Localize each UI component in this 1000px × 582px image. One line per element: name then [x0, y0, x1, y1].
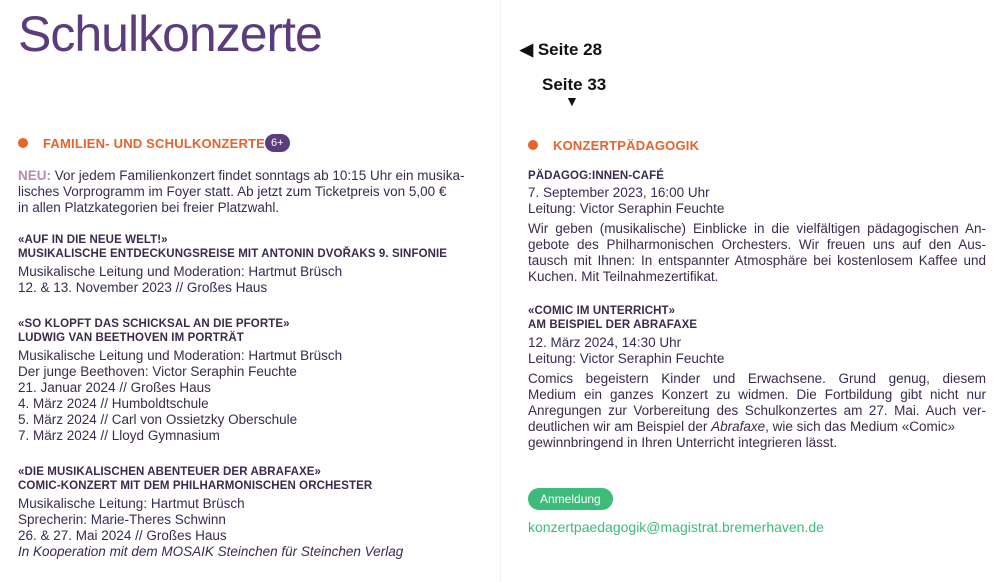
bullet-icon [18, 138, 28, 148]
event-line: 5. März 2024 // Carl von Ossietzky Oberschule [18, 412, 298, 427]
intro-line: lisches Vorprogramm im Foyer statt. Ab jetzt zum Ticketpreis von 5,00 € [18, 184, 447, 199]
register-button[interactable]: Anmeldung [528, 488, 613, 510]
event-line: Musikalische Leitung und Moderation: Hartmut Brüsch [18, 348, 343, 363]
event-line: Musikalische Leitung und Moderation: Hartmut Brüsch [18, 264, 343, 279]
event-comic [528, 305, 986, 451]
event-subtitle: AM BEISPIEL DER ABRAFAXE [528, 319, 698, 331]
event-desc-line: Wir geben (musikalische) Einblicke in die vielfältigen pädagogischen An- [528, 221, 986, 236]
event-subtitle: LUDWIG VAN BEETHOVEN IM PORTRÄT [18, 332, 244, 344]
event-eyebrow: «SO KLOPFT DAS SCHICKSAL AN DIE PFORTE» [18, 318, 290, 330]
section-title-left: FAMILIEN- UND SCHULKONZERTE [43, 136, 266, 151]
intro-line: in allen Platzkategorien bei freier Platzwahl. [18, 200, 280, 215]
event-line: 7. März 2024 // Lloyd Gymnasium [18, 428, 220, 443]
prev-page-label: Seite 28 [537, 40, 603, 59]
event-line: Der junge Beethoven: Victor Seraphin Feuchte [18, 364, 297, 379]
arrow-left-icon: ◀ [520, 40, 534, 59]
event-abrafaxe [18, 466, 484, 560]
event-subtitle: MUSIKALISCHE ENTDECKUNGSREISE MIT ANTONIN DVOŘAKS 9. SINFONIE [18, 248, 448, 260]
event-desc-line: Medium ein ganzes Konzert zu widmen. Die Fortbildung gibt nicht nur [528, 387, 986, 402]
intro-text [18, 168, 484, 216]
next-page-link[interactable] [542, 75, 606, 95]
event-eyebrow: «AUF IN DIE NEUE WELT!» [18, 234, 168, 246]
event-eyebrow: «DIE MUSIKALISCHEN ABENTEUER DER ABRAFAXE» [18, 466, 322, 478]
bullet-icon [528, 140, 538, 150]
event-desc-part: deutlichen wir am Beispiel der Abrafaxe, wie sich das Medium «Comic» [528, 419, 955, 434]
event-line: 26. & 27. Mai 2024 // Großes Haus [18, 528, 227, 543]
page-title: Schulkonzerte [18, 6, 322, 62]
age-badge: 6+ [265, 134, 290, 152]
intro-line: Vor jedem Familienkonzert findet sonntags ab 10:15 Uhr ein musika- [54, 168, 465, 183]
section-title-right: KONZERTPÄDAGOGIK [553, 138, 700, 153]
event-eyebrow: «COMIC IM UNTERRICHT» [528, 305, 676, 317]
neu-label: NEU: [18, 168, 51, 183]
event-line: Musikalische Leitung: Hartmut Brüsch [18, 496, 245, 511]
event-line: 12. & 13. November 2023 // Großes Haus [18, 280, 268, 295]
event-line: 21. Januar 2024 // Großes Haus [18, 380, 211, 395]
prev-page-link[interactable] [520, 40, 602, 60]
email-link[interactable]: konzertpaedagogik@magistrat.bremerhaven.de [528, 519, 824, 535]
event-desc-line: Anregungen zur Vorbereitung des Schulkonzertes am 27. Mai. Auch ver- [528, 403, 986, 418]
event-subtitle: COMIC-KONZERT MIT DEM PHILHARMONISCHEN ORCHESTER [18, 480, 373, 492]
event-desc-line: Comics begeistern Kinder und Erwachsene. Grund genug, diesem [528, 371, 986, 386]
event-desc-line: gewinnbringend in Ihren Unterricht integrieren lässt. [528, 435, 838, 450]
event-desc-line: gebote des Philharmonischen Orchesters. Wir freuen uns auf den Aus- [528, 237, 986, 252]
event-line: Leitung: Victor Seraphin Feuchte [528, 351, 725, 366]
abrafaxe-italic: Abrafaxe [711, 419, 766, 434]
event-paedagogen-cafe [528, 170, 986, 285]
event-line: Sprecherin: Marie-Theres Schwinn [18, 512, 226, 527]
event-line: 4. März 2024 // Humboldtschule [18, 396, 209, 411]
event-desc-line [528, 419, 986, 435]
event-dvorak [18, 234, 484, 296]
event-line: 7. September 2023, 16:00 Uhr [528, 185, 710, 200]
event-desc-line: tausch mit Ihnen: In entspannter Atmosphäre bei kostenlosem Kaffee und [528, 253, 986, 268]
event-beethoven [18, 318, 484, 444]
event-line: 12. März 2024, 14:30 Uhr [528, 335, 682, 350]
event-line: Leitung: Victor Seraphin Feuchte [528, 201, 725, 216]
event-eyebrow: PÄDAGOG:INNEN-CAFÉ [528, 170, 664, 182]
event-desc-line: Kuchen. Mit Teilnahmezertifikat. [528, 269, 719, 284]
column-divider [500, 0, 501, 582]
next-page-label: Seite 33 [542, 75, 607, 94]
arrow-down-icon: ▼ [565, 93, 579, 109]
event-note: In Kooperation mit dem MOSAIK Steinchen für Steinchen Verlag [18, 544, 404, 559]
